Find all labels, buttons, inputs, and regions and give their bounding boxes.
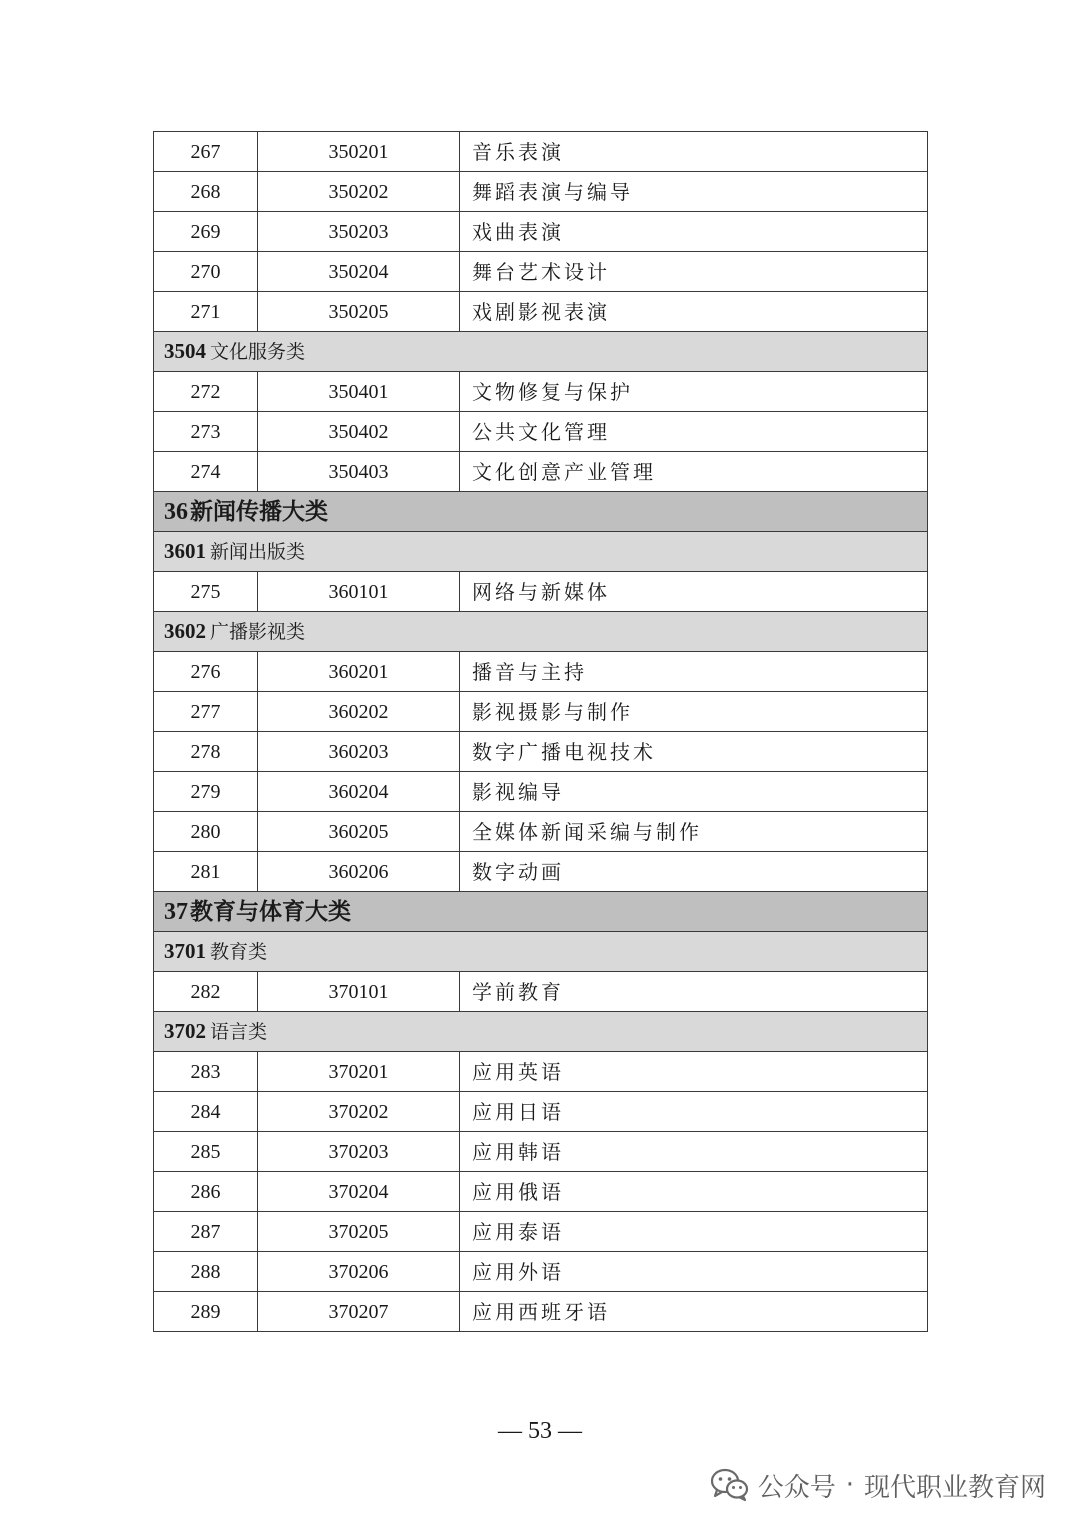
category-title: 新闻出版类 xyxy=(210,541,306,563)
subcategory-row xyxy=(154,612,928,652)
table-row xyxy=(154,132,928,172)
code-cell: 350201 xyxy=(258,132,460,172)
catalog-table-container xyxy=(153,131,927,1332)
table-row xyxy=(154,572,928,612)
seq-cell: 278 xyxy=(154,732,258,772)
name-cell: 全媒体新闻采编与制作 xyxy=(460,812,928,852)
name-cell: 应用日语 xyxy=(460,1092,928,1132)
seq-cell: 287 xyxy=(154,1212,258,1252)
seq-cell: 272 xyxy=(154,372,258,412)
subcategory-label xyxy=(154,612,928,652)
name-cell: 舞台艺术设计 xyxy=(460,252,928,292)
seq-cell: 279 xyxy=(154,772,258,812)
subcategory-row xyxy=(154,332,928,372)
code-cell: 360205 xyxy=(258,812,460,852)
code-cell: 360204 xyxy=(258,772,460,812)
table-row xyxy=(154,412,928,452)
name-cell: 应用俄语 xyxy=(460,1172,928,1212)
table-row xyxy=(154,292,928,332)
name-cell: 数字动画 xyxy=(460,852,928,892)
table-row xyxy=(154,252,928,292)
code-cell: 370207 xyxy=(258,1292,460,1332)
category-code: 36 xyxy=(164,498,188,525)
name-cell: 应用英语 xyxy=(460,1052,928,1092)
seq-cell: 268 xyxy=(154,172,258,212)
name-cell: 戏曲表演 xyxy=(460,212,928,252)
name-cell: 应用西班牙语 xyxy=(460,1292,928,1332)
major-catalog-table xyxy=(153,131,928,1332)
category-title: 新闻传播大类 xyxy=(190,497,328,525)
seq-cell: 281 xyxy=(154,852,258,892)
category-code: 3702 xyxy=(164,1019,206,1043)
code-cell: 350401 xyxy=(258,372,460,412)
seq-cell: 280 xyxy=(154,812,258,852)
major-category-row xyxy=(154,492,928,532)
code-cell: 370202 xyxy=(258,1092,460,1132)
subcategory-label xyxy=(154,332,928,372)
watermark-account-label: 公众号 xyxy=(757,1472,836,1503)
name-cell: 数字广播电视技术 xyxy=(460,732,928,772)
name-cell: 影视编导 xyxy=(460,772,928,812)
seq-cell: 275 xyxy=(154,572,258,612)
seq-cell: 270 xyxy=(154,252,258,292)
table-row xyxy=(154,1172,928,1212)
major-category-label xyxy=(154,492,928,532)
name-cell: 影视摄影与制作 xyxy=(460,692,928,732)
seq-cell: 288 xyxy=(154,1252,258,1292)
seq-cell: 289 xyxy=(154,1292,258,1332)
code-cell: 360201 xyxy=(258,652,460,692)
table-row xyxy=(154,732,928,772)
category-title: 语言类 xyxy=(210,1021,268,1043)
name-cell: 应用泰语 xyxy=(460,1212,928,1252)
code-cell: 360203 xyxy=(258,732,460,772)
name-cell: 应用外语 xyxy=(460,1252,928,1292)
code-cell: 360206 xyxy=(258,852,460,892)
subcategory-row xyxy=(154,1012,928,1052)
name-cell: 文物修复与保护 xyxy=(460,372,928,412)
name-cell: 音乐表演 xyxy=(460,132,928,172)
code-cell: 350203 xyxy=(258,212,460,252)
category-code: 3701 xyxy=(164,939,206,963)
code-cell: 370101 xyxy=(258,972,460,1012)
seq-cell: 276 xyxy=(154,652,258,692)
code-cell: 350202 xyxy=(258,172,460,212)
table-row xyxy=(154,972,928,1012)
code-cell: 370204 xyxy=(258,1172,460,1212)
code-cell: 350205 xyxy=(258,292,460,332)
subcategory-label xyxy=(154,932,928,972)
name-cell: 网络与新媒体 xyxy=(460,572,928,612)
category-code: 3602 xyxy=(164,619,206,643)
seq-cell: 274 xyxy=(154,452,258,492)
seq-cell: 286 xyxy=(154,1172,258,1212)
code-cell: 360202 xyxy=(258,692,460,732)
wechat-icon xyxy=(710,1468,750,1502)
name-cell: 学前教育 xyxy=(460,972,928,1012)
category-title: 广播影视类 xyxy=(210,621,306,643)
category-title: 文化服务类 xyxy=(210,341,306,363)
table-row xyxy=(154,1092,928,1132)
code-cell: 370203 xyxy=(258,1132,460,1172)
table-row xyxy=(154,1292,928,1332)
table-row xyxy=(154,772,928,812)
subcategory-label xyxy=(154,532,928,572)
table-row xyxy=(154,1212,928,1252)
seq-cell: 284 xyxy=(154,1092,258,1132)
category-code: 37 xyxy=(164,898,188,925)
table-row xyxy=(154,1252,928,1292)
code-cell: 360101 xyxy=(258,572,460,612)
name-cell: 戏剧影视表演 xyxy=(460,292,928,332)
seq-cell: 283 xyxy=(154,1052,258,1092)
major-category-row xyxy=(154,892,928,932)
name-cell: 播音与主持 xyxy=(460,652,928,692)
seq-cell: 267 xyxy=(154,132,258,172)
seq-cell: 269 xyxy=(154,212,258,252)
catalog-table-body xyxy=(154,132,928,1332)
watermark-separator: · xyxy=(845,1470,854,1500)
name-cell: 舞蹈表演与编导 xyxy=(460,172,928,212)
category-code: 3601 xyxy=(164,539,206,563)
code-cell: 350403 xyxy=(258,452,460,492)
page-number: — 53 — xyxy=(498,1418,582,1444)
seq-cell: 271 xyxy=(154,292,258,332)
table-row xyxy=(154,812,928,852)
table-row xyxy=(154,1132,928,1172)
category-code: 3504 xyxy=(164,339,206,363)
name-cell: 文化创意产业管理 xyxy=(460,452,928,492)
table-row xyxy=(154,212,928,252)
watermark-account-name: 现代职业教育网 xyxy=(863,1472,1046,1503)
table-row xyxy=(154,452,928,492)
table-row xyxy=(154,1052,928,1092)
seq-cell: 277 xyxy=(154,692,258,732)
seq-cell: 282 xyxy=(154,972,258,1012)
category-title: 教育与体育大类 xyxy=(190,897,351,925)
table-row xyxy=(154,852,928,892)
table-row xyxy=(154,652,928,692)
code-cell: 370201 xyxy=(258,1052,460,1092)
major-category-label xyxy=(154,892,928,932)
code-cell: 350402 xyxy=(258,412,460,452)
subcategory-row xyxy=(154,932,928,972)
category-title: 教育类 xyxy=(210,941,268,963)
name-cell: 公共文化管理 xyxy=(460,412,928,452)
code-cell: 370205 xyxy=(258,1212,460,1252)
table-row xyxy=(154,172,928,212)
subcategory-row xyxy=(154,532,928,572)
code-cell: 370206 xyxy=(258,1252,460,1292)
code-cell: 350204 xyxy=(258,252,460,292)
seq-cell: 273 xyxy=(154,412,258,452)
seq-cell: 285 xyxy=(154,1132,258,1172)
watermark xyxy=(710,1463,1046,1507)
name-cell: 应用韩语 xyxy=(460,1132,928,1172)
table-row xyxy=(154,692,928,732)
subcategory-label xyxy=(154,1012,928,1052)
table-row xyxy=(154,372,928,412)
